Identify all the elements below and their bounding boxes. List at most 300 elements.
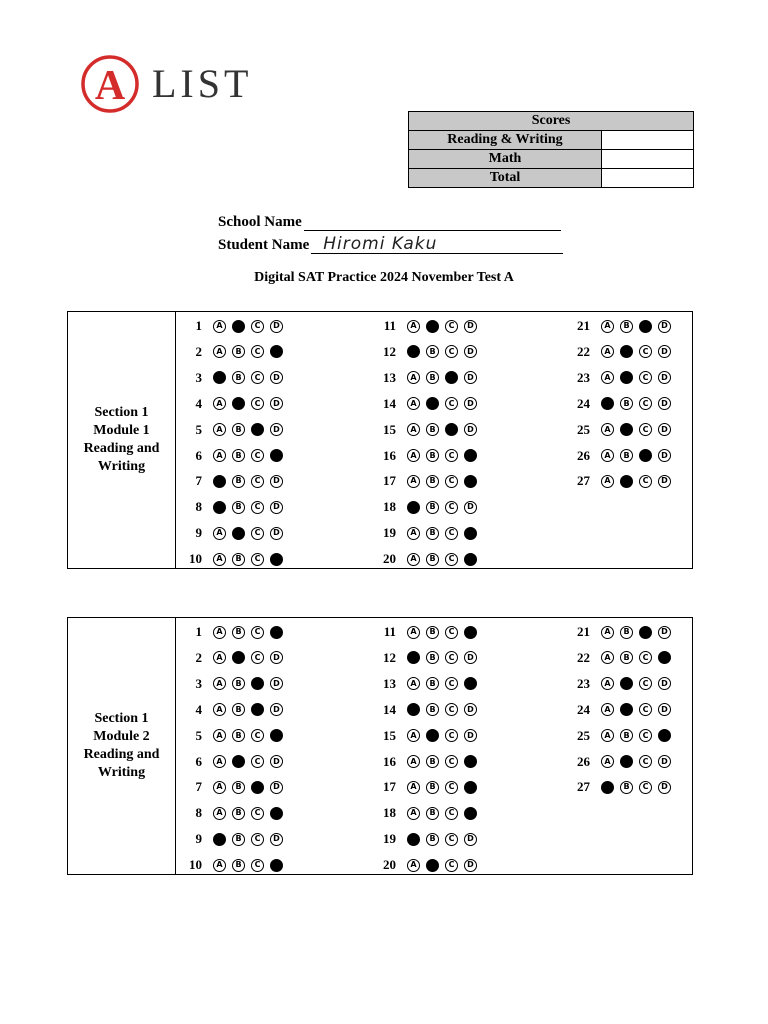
answer-bubble-c[interactable]: C (445, 677, 458, 690)
answer-bubble-d[interactable] (464, 755, 477, 768)
answer-bubble-d[interactable]: D (658, 703, 671, 716)
answer-bubble-a[interactable]: A (601, 677, 614, 690)
section-label-line: Section 1 (94, 405, 149, 420)
score-label-total: Total (409, 169, 602, 188)
answer-bubble-d[interactable]: D (270, 527, 283, 540)
answer-bubble-c[interactable]: C (251, 475, 264, 488)
answer-bubble-a[interactable]: A (407, 755, 420, 768)
answer-bubble-b[interactable]: B (620, 651, 633, 664)
answer-bubble-d[interactable] (464, 449, 477, 462)
answer-bubble-c[interactable]: C (639, 371, 652, 384)
answer-bubble-a[interactable] (601, 781, 614, 794)
answer-bubble-d[interactable]: D (464, 729, 477, 742)
answer-bubble-c[interactable]: C (639, 781, 652, 794)
answer-bubble-c[interactable]: C (445, 807, 458, 820)
question-20 (374, 551, 483, 567)
answer-bubble-a[interactable]: A (601, 345, 614, 358)
question-18 (374, 499, 483, 515)
question-3 (180, 370, 289, 386)
question-25 (568, 728, 677, 744)
answer-bubble-c[interactable]: C (445, 781, 458, 794)
answer-bubble-b[interactable]: B (232, 626, 245, 639)
question-19 (374, 831, 483, 847)
answer-bubble-b[interactable]: B (426, 553, 439, 566)
answer-bubble-a[interactable]: A (601, 703, 614, 716)
answer-bubble-b[interactable]: B (426, 501, 439, 514)
answer-bubble-a[interactable]: A (213, 449, 226, 462)
question-11 (374, 624, 483, 640)
question-number: 1 (195, 624, 202, 639)
answer-bubble-c[interactable] (445, 371, 458, 384)
answer-bubble-a[interactable] (407, 345, 420, 358)
answer-bubble-b[interactable]: B (620, 449, 633, 462)
answer-bubble-c[interactable] (251, 677, 264, 690)
answer-bubble-b[interactable]: B (426, 423, 439, 436)
school-name-label: School Name (218, 214, 302, 230)
question-1 (180, 624, 289, 640)
question-24 (568, 396, 677, 412)
answer-bubble-c[interactable]: C (445, 320, 458, 333)
answer-bubble-d[interactable] (270, 553, 283, 566)
answer-bubble-b[interactable]: B (232, 449, 245, 462)
answer-bubble-b[interactable]: B (426, 703, 439, 716)
answer-bubble-c[interactable]: C (445, 527, 458, 540)
answer-bubble-c[interactable]: C (639, 397, 652, 410)
answer-bubble-d[interactable]: D (270, 755, 283, 768)
answer-bubble-c[interactable] (445, 423, 458, 436)
answer-bubble-b[interactable]: B (232, 703, 245, 716)
answer-bubble-a[interactable]: A (407, 423, 420, 436)
answer-bubble-b[interactable]: B (426, 677, 439, 690)
score-value-reading-writing (602, 131, 694, 150)
question-number: 22 (577, 649, 590, 665)
question-19 (374, 525, 483, 541)
answer-bubble-a[interactable]: A (407, 553, 420, 566)
answer-bubble-b[interactable]: B (232, 677, 245, 690)
answer-bubble-d[interactable] (464, 677, 477, 690)
answer-bubble-b[interactable]: B (620, 626, 633, 639)
question-number: 18 (383, 805, 396, 821)
answer-bubble-d[interactable] (464, 807, 477, 820)
answer-bubble-d[interactable] (464, 626, 477, 639)
answer-bubble-b[interactable]: B (620, 729, 633, 742)
answer-bubble-a[interactable]: A (407, 807, 420, 820)
answer-bubble-c[interactable]: C (445, 345, 458, 358)
answer-bubble-c[interactable]: C (251, 449, 264, 462)
question-5 (180, 728, 289, 744)
question-number: 3 (195, 369, 202, 385)
answer-bubble-c[interactable]: C (251, 527, 264, 540)
answer-bubble-a[interactable]: A (213, 703, 226, 716)
answer-bubble-b[interactable] (620, 755, 633, 768)
section-label (68, 312, 176, 568)
answer-bubble-c[interactable]: C (445, 397, 458, 410)
answer-bubble-d[interactable]: D (658, 755, 671, 768)
answer-bubble-a[interactable] (407, 651, 420, 664)
question-8 (180, 499, 289, 515)
answer-bubble-d[interactable] (270, 807, 283, 820)
answer-bubble-a[interactable]: A (601, 729, 614, 742)
answer-bubble-c[interactable]: C (251, 501, 264, 514)
question-11 (374, 318, 483, 334)
answer-bubble-b[interactable] (620, 345, 633, 358)
answer-bubble-a[interactable]: A (213, 423, 226, 436)
answer-bubble-a[interactable]: A (407, 781, 420, 794)
answer-bubble-d[interactable] (658, 729, 671, 742)
answer-bubble-c[interactable]: C (251, 755, 264, 768)
answer-bubble-a[interactable]: A (213, 677, 226, 690)
answer-bubble-b[interactable]: B (426, 449, 439, 462)
question-number: 23 (577, 369, 590, 385)
answer-bubble-d[interactable]: D (464, 833, 477, 846)
answer-bubble-c[interactable]: C (251, 626, 264, 639)
answer-bubble-c[interactable]: C (639, 345, 652, 358)
answer-bubble-a[interactable]: A (213, 345, 226, 358)
answer-bubble-a[interactable] (407, 833, 420, 846)
answer-bubble-b[interactable]: B (232, 807, 245, 820)
question-number: 2 (195, 649, 202, 665)
question-number: 15 (383, 727, 396, 743)
score-label-reading-writing: Reading & Writing (409, 131, 602, 150)
answer-bubble-d[interactable]: D (658, 345, 671, 358)
answer-bubble-a[interactable]: A (213, 626, 226, 639)
answer-bubble-d[interactable]: D (270, 371, 283, 384)
answer-bubble-c[interactable]: C (639, 423, 652, 436)
scores-table (408, 111, 694, 188)
question-number: 21 (577, 624, 590, 639)
answer-bubble-d[interactable]: D (464, 859, 477, 872)
answer-bubble-d[interactable] (464, 553, 477, 566)
question-number: 1 (195, 318, 202, 333)
question-number: 10 (189, 551, 202, 567)
answer-bubble-a[interactable]: A (407, 320, 420, 333)
answer-bubble-c[interactable] (639, 320, 652, 333)
answer-bubble-a[interactable]: A (213, 781, 226, 794)
answer-bubble-a[interactable]: A (601, 651, 614, 664)
question-7 (180, 473, 289, 489)
question-number: 8 (195, 499, 202, 515)
answer-bubble-d[interactable]: D (464, 397, 477, 410)
question-21 (568, 318, 677, 334)
answer-bubble-a[interactable]: A (213, 859, 226, 872)
answer-bubble-b[interactable]: B (620, 781, 633, 794)
section-label-line: Reading and (83, 441, 160, 456)
student-name-signature: Hiromi Kaku (323, 234, 438, 254)
answer-bubble-a[interactable] (601, 397, 614, 410)
question-number: 11 (383, 624, 396, 639)
question-9 (180, 525, 289, 541)
question-23 (568, 676, 677, 692)
answer-bubble-c[interactable] (251, 423, 264, 436)
answer-bubble-a[interactable]: A (213, 755, 226, 768)
answer-bubble-c[interactable]: C (251, 807, 264, 820)
answer-bubble-a[interactable]: A (407, 475, 420, 488)
question-number: 17 (383, 473, 396, 489)
answer-bubble-c[interactable]: C (251, 345, 264, 358)
question-number: 23 (577, 675, 590, 691)
answer-bubble-b[interactable] (426, 397, 439, 410)
answer-bubble-d[interactable] (270, 626, 283, 639)
answer-bubble-b[interactable] (620, 423, 633, 436)
answer-bubble-d[interactable]: D (658, 677, 671, 690)
answer-bubble-c[interactable]: C (639, 651, 652, 664)
answer-bubble-b[interactable] (426, 859, 439, 872)
answer-bubble-d[interactable]: D (270, 781, 283, 794)
answer-bubble-d[interactable]: D (270, 475, 283, 488)
answer-bubble-b[interactable]: B (232, 833, 245, 846)
question-number: 12 (383, 649, 396, 665)
question-number: 12 (383, 343, 396, 359)
answer-bubble-a[interactable]: A (601, 423, 614, 436)
answer-bubble-b[interactable]: B (620, 397, 633, 410)
answer-bubble-a[interactable]: A (213, 397, 226, 410)
answer-bubble-b[interactable]: B (426, 345, 439, 358)
answer-bubble-d[interactable] (270, 449, 283, 462)
answer-bubble-d[interactable]: D (270, 833, 283, 846)
answer-bubble-c[interactable]: C (445, 449, 458, 462)
answer-bubble-c[interactable]: C (445, 729, 458, 742)
answer-bubble-c[interactable]: C (251, 833, 264, 846)
answer-bubble-b[interactable] (232, 755, 245, 768)
answer-bubble-c[interactable] (639, 626, 652, 639)
answer-bubble-d[interactable]: D (464, 371, 477, 384)
question-number: 7 (195, 473, 202, 489)
answer-bubble-d[interactable]: D (270, 651, 283, 664)
answer-bubble-c[interactable]: C (639, 729, 652, 742)
answer-bubble-a[interactable]: A (407, 527, 420, 540)
answer-bubble-a[interactable] (213, 371, 226, 384)
question-17 (374, 779, 483, 795)
question-number: 11 (383, 318, 396, 333)
answer-section-module-1 (67, 311, 693, 569)
answer-bubble-a[interactable] (213, 501, 226, 514)
answer-bubble-c[interactable]: C (639, 475, 652, 488)
answer-bubble-a[interactable]: A (407, 859, 420, 872)
answer-bubble-b[interactable]: B (232, 553, 245, 566)
answer-bubble-b[interactable]: B (232, 345, 245, 358)
question-2 (180, 344, 289, 360)
answer-bubble-a[interactable]: A (407, 449, 420, 462)
answer-bubble-d[interactable] (270, 729, 283, 742)
answer-bubble-c[interactable]: C (639, 755, 652, 768)
question-7 (180, 779, 289, 795)
answer-bubble-b[interactable] (232, 651, 245, 664)
answer-bubble-a[interactable] (407, 703, 420, 716)
answer-bubble-a[interactable]: A (213, 527, 226, 540)
answer-bubble-d[interactable]: D (464, 320, 477, 333)
answer-bubble-d[interactable]: D (658, 371, 671, 384)
answer-bubble-d[interactable]: D (464, 345, 477, 358)
alist-logo (80, 54, 252, 114)
answer-bubble-a[interactable]: A (213, 651, 226, 664)
answer-bubble-c[interactable]: C (251, 371, 264, 384)
answer-bubble-c[interactable]: C (251, 553, 264, 566)
question-number: 27 (577, 779, 590, 795)
answer-bubble-c[interactable]: C (445, 755, 458, 768)
answer-bubble-b[interactable]: B (232, 501, 245, 514)
answer-bubble-d[interactable]: D (270, 423, 283, 436)
question-26 (568, 448, 677, 464)
answer-bubble-a[interactable]: A (407, 397, 420, 410)
answer-bubble-d[interactable]: D (270, 677, 283, 690)
answer-bubble-c[interactable]: C (251, 320, 264, 333)
answer-bubble-d[interactable]: D (658, 626, 671, 639)
answer-bubble-b[interactable] (232, 527, 245, 540)
question-number: 2 (195, 343, 202, 359)
question-23 (568, 370, 677, 386)
question-number: 6 (195, 447, 202, 463)
answer-bubble-b[interactable]: B (232, 781, 245, 794)
score-value-total (602, 169, 694, 188)
answer-bubble-a[interactable]: A (601, 626, 614, 639)
question-number: 9 (195, 831, 202, 847)
question-16 (374, 448, 483, 464)
answer-bubble-d[interactable] (464, 475, 477, 488)
question-14 (374, 396, 483, 412)
answer-bubble-b[interactable]: B (232, 475, 245, 488)
answer-bubble-c[interactable]: C (639, 703, 652, 716)
answer-bubble-b[interactable]: B (426, 833, 439, 846)
answer-bubble-c[interactable]: C (445, 501, 458, 514)
answer-bubble-c[interactable]: C (445, 475, 458, 488)
answer-bubble-c[interactable]: C (251, 397, 264, 410)
answer-bubble-a[interactable]: A (407, 371, 420, 384)
answer-bubble-c[interactable]: C (445, 859, 458, 872)
answer-bubble-b[interactable]: B (426, 475, 439, 488)
question-8 (180, 805, 289, 821)
question-number: 25 (577, 421, 590, 437)
answer-bubble-a[interactable]: A (213, 729, 226, 742)
answer-bubble-b[interactable] (426, 320, 439, 333)
answer-bubble-c[interactable]: C (445, 703, 458, 716)
answer-bubble-d[interactable]: D (270, 501, 283, 514)
question-5 (180, 422, 289, 438)
answer-bubble-a[interactable]: A (407, 626, 420, 639)
answer-bubble-c[interactable]: C (445, 553, 458, 566)
question-3 (180, 676, 289, 692)
answer-bubble-c[interactable]: C (445, 833, 458, 846)
question-number: 5 (195, 727, 202, 743)
answer-bubble-c[interactable]: C (445, 626, 458, 639)
question-27 (568, 473, 677, 489)
section-label-line: Reading and (83, 747, 160, 762)
answer-bubble-d[interactable]: D (658, 320, 671, 333)
answer-bubble-a[interactable]: A (213, 807, 226, 820)
answer-bubble-d[interactable]: D (464, 703, 477, 716)
question-number: 25 (577, 727, 590, 743)
answer-bubble-b[interactable] (232, 397, 245, 410)
answer-bubble-a[interactable] (213, 833, 226, 846)
question-16 (374, 754, 483, 770)
answer-bubble-d[interactable]: D (658, 397, 671, 410)
answer-bubble-d[interactable] (658, 651, 671, 664)
answer-bubble-b[interactable]: B (232, 423, 245, 436)
student-name-row (218, 235, 563, 254)
answer-bubble-b[interactable] (426, 729, 439, 742)
answer-bubble-d[interactable] (270, 345, 283, 358)
question-10 (180, 857, 289, 873)
answer-bubble-b[interactable]: B (232, 371, 245, 384)
answer-bubble-a[interactable]: A (213, 320, 226, 333)
answer-bubble-a[interactable]: A (601, 320, 614, 333)
answer-bubble-c[interactable]: C (251, 729, 264, 742)
answer-bubble-d[interactable]: D (270, 397, 283, 410)
answer-bubble-d[interactable] (464, 781, 477, 794)
question-number: 16 (383, 447, 396, 463)
question-2 (180, 650, 289, 666)
answer-bubble-c[interactable] (251, 781, 264, 794)
answer-bubble-b[interactable]: B (426, 626, 439, 639)
answer-bubble-b[interactable] (620, 703, 633, 716)
answer-bubble-c[interactable]: C (251, 859, 264, 872)
answer-bubble-d[interactable]: D (658, 781, 671, 794)
answer-bubble-d[interactable]: D (464, 651, 477, 664)
answer-bubble-b[interactable] (620, 371, 633, 384)
answer-bubble-b[interactable]: B (426, 371, 439, 384)
question-number: 17 (383, 779, 396, 795)
answer-bubble-d[interactable] (270, 859, 283, 872)
answer-bubble-a[interactable]: A (601, 449, 614, 462)
answer-bubble-b[interactable]: B (426, 527, 439, 540)
question-number: 16 (383, 753, 396, 769)
answer-bubble-d[interactable]: D (658, 449, 671, 462)
answer-bubble-a[interactable]: A (213, 553, 226, 566)
answer-bubble-b[interactable]: B (426, 807, 439, 820)
answer-bubble-a[interactable] (213, 475, 226, 488)
answer-bubble-c[interactable]: C (251, 651, 264, 664)
answer-bubble-b[interactable] (232, 320, 245, 333)
answer-bubble-b[interactable]: B (426, 755, 439, 768)
question-1 (180, 318, 289, 334)
answer-bubble-a[interactable]: A (601, 371, 614, 384)
answer-bubble-b[interactable]: B (620, 320, 633, 333)
answer-bubble-a[interactable]: A (601, 755, 614, 768)
question-6 (180, 754, 289, 770)
question-27 (568, 779, 677, 795)
answer-bubble-c[interactable] (251, 703, 264, 716)
answer-bubble-d[interactable] (464, 527, 477, 540)
answer-bubble-d[interactable]: D (270, 320, 283, 333)
section-label-line: Module 2 (93, 729, 150, 744)
answer-bubble-c[interactable] (639, 449, 652, 462)
answer-bubble-a[interactable]: A (407, 729, 420, 742)
answer-bubble-b[interactable]: B (232, 859, 245, 872)
question-number: 15 (383, 421, 396, 437)
answer-bubble-a[interactable]: A (601, 475, 614, 488)
answer-bubble-d[interactable]: D (658, 475, 671, 488)
answer-bubble-a[interactable] (407, 501, 420, 514)
score-value-math (602, 150, 694, 169)
question-10 (180, 551, 289, 567)
answer-bubble-b[interactable]: B (232, 729, 245, 742)
section-label-line: Section 1 (94, 711, 149, 726)
answer-bubble-d[interactable]: D (270, 703, 283, 716)
answer-bubble-d[interactable]: D (464, 501, 477, 514)
answer-bubble-a[interactable]: A (407, 677, 420, 690)
answer-bubble-b[interactable] (620, 677, 633, 690)
question-number: 5 (195, 421, 202, 437)
student-name-field (311, 235, 563, 254)
answer-bubble-c[interactable]: C (639, 677, 652, 690)
answer-bubble-d[interactable]: D (658, 423, 671, 436)
answer-bubble-b[interactable]: B (426, 781, 439, 794)
question-15 (374, 422, 483, 438)
student-name-label: Student Name (218, 237, 310, 253)
answer-bubble-d[interactable]: D (464, 423, 477, 436)
answer-bubble-b[interactable] (620, 475, 633, 488)
answer-bubble-b[interactable]: B (426, 651, 439, 664)
answer-bubble-c[interactable]: C (445, 651, 458, 664)
